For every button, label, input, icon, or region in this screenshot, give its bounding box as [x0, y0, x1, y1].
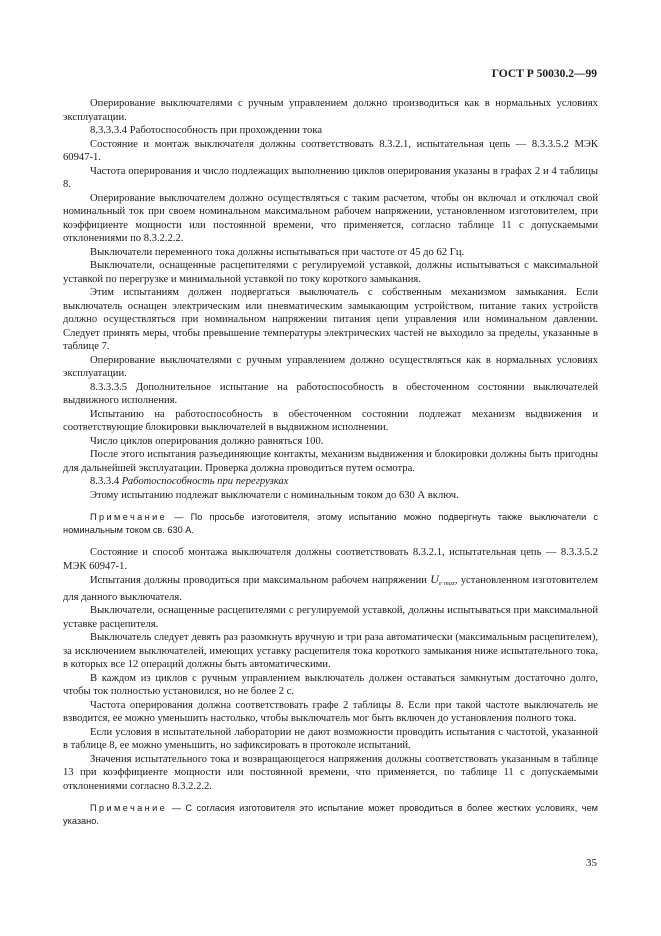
- section-number: 8.3.3.4: [90, 476, 120, 487]
- paragraph: Значения испытательного тока и возвращающегося напряжения должны соответствовать указанным в таблице 13 при коэффициенте мощности или постоянной времени, что применяется, по таблице 11 с допускаемыми отклонениями согласно 8.3.2.2.2.: [63, 753, 598, 792]
- paragraph: Если условия в испытательной лаборатории не дают возможности проводить испытания с частотой, указанной в таблице 8, ее можно уменьшить, но зафиксировать в протоколе испытаний.: [63, 726, 598, 751]
- paragraph: Частота оперирования и число подлежащих выполнению циклов оперирования указаны в графах 2 и 4 таблицы 8.: [63, 165, 598, 190]
- paragraph: После этого испытания разъединяющие контакты, механизм выдвижения и блокировки должны быть пригодны для дальнейшей эксплуатации. Проверка должна проводиться путем осмотра.: [63, 449, 598, 474]
- note-text: — С согласия изготовителя это испытание может проводиться в более жестких условиях, чем указано.: [63, 803, 598, 826]
- standard-header: ГОСТ Р 50030.2—99: [491, 68, 597, 80]
- note: [63, 802, 598, 828]
- paragraph: Частота оперирования должна соответствовать графе 2 таблицы 8. Если при такой частоте выключатель не взводится, ее можно уменьшить настолько, чтобы выключатель мог быть включен до установления полного тока.: [63, 699, 598, 724]
- paragraph: В каждом из циклов с ручным управлением выключатель должен оставаться замкнутым достаточно долго, чтобы ток полностью установился, но не более 2 с.: [63, 672, 598, 697]
- paragraph: Оперирование выключателем должно осуществляться с таким расчетом, чтобы он включал и отключал свой номинальный ток при своем номинальном максимальном рабочем напряжении, установленном изготовителем, при коэффициенте мощности или постоянной времени, что применяется, согласно таблице 11 с допускаемыми отклонениями по 8.3.2.2.2.: [63, 192, 598, 244]
- paragraph: Этим испытаниям должен подвергаться выключатель с собственным механизмом замыкания. Если выключатель оснащен электрическим или пневматическим замыкающим устройством, питание таких устройств должно осуществляться при номинальном напряжении питания цепи управления или номинальном давлении. Следует принять меры, чтобы превышение температуры электрических частей не выходило за пределы, указанные в таблице 7.: [63, 287, 598, 352]
- paragraph: Состояние и монтаж выключателя должны соответствовать 8.3.2.1, испытательная цепь — 8.3.3.5.2 МЭК 60947-1.: [63, 138, 598, 163]
- section-title: Работоспособность при перегрузках: [121, 476, 289, 487]
- voltage-subscript: e max: [438, 580, 455, 587]
- paragraph: Оперирование выключателями с ручным управлением должно осуществляться как в нормальных условиях эксплуатации.: [63, 354, 598, 379]
- paragraph: Испытанию на работоспособность в обесточенном состоянии подлежат механизм выдвижения и соответствующие блокировки выключателей в выдвижном исполнении.: [63, 408, 598, 433]
- page-number: 35: [586, 857, 597, 869]
- paragraph: Выключатели переменного тока должны испытываться при частоте от 45 до 62 Гц.: [90, 246, 465, 258]
- section-heading: 8.3.3.3.4 Работоспособность при прохождении тока: [90, 125, 323, 136]
- paragraph: Этому испытанию подлежат выключатели с номинальным током до 630 А включ.: [90, 489, 459, 501]
- paragraph: Число циклов оперирования должно равняться 100.: [90, 435, 324, 447]
- paragraph-text: Испытания должны проводиться при максимальном рабочем напряжении: [90, 575, 427, 586]
- paragraph: Выключатели, оснащенные расцепителями с регулируемой уставкой, должны испытываться с максимальной уставкой по перегрузке и минимальной уставкой по току короткого замыкания.: [63, 260, 598, 285]
- paragraph: [63, 573, 598, 604]
- note-text: — По просьбе изготовителя, этому испытанию можно подвергнуть также выключатели с номинальным током св. 630 А.: [63, 512, 599, 535]
- section-heading: [63, 475, 598, 489]
- paragraph: Выключатели, оснащенные расцепителями с регулируемой уставкой, должны испытываться при максимальной уставке расцепителя.: [63, 605, 598, 630]
- paragraph: Выключатель следует девять раз разомкнуть вручную и три раза автоматически (максимальным расцепителем), за исключением выключателей, имеющих уставку расцепителя тока короткого замыкания ниже испытательного тока, в которых все 12 операций должны быть автоматическими.: [63, 632, 598, 670]
- paragraph: Оперирование выключателями с ручным управлением должно производиться как в нормальных условиях эксплуатации.: [63, 98, 598, 123]
- paragraph: Состояние и способ монтажа выключателя должны соответствовать 8.3.2.1, испытательная цепь — 8.3.3.5.2 МЭК 60947-1.: [63, 547, 598, 572]
- paragraph-text: , установленном изготовителем для данного выключателя.: [63, 575, 598, 603]
- note-label: Примечание: [90, 512, 168, 522]
- document-body: [63, 97, 598, 837]
- note: [63, 511, 598, 537]
- note-label: Примечание: [90, 803, 168, 813]
- section-heading: 8.3.3.3.5 Дополнительное испытание на работоспособность в обесточенном состоянии выключателей выдвижного исполнения.: [63, 381, 598, 406]
- voltage-symbol: U: [430, 572, 439, 586]
